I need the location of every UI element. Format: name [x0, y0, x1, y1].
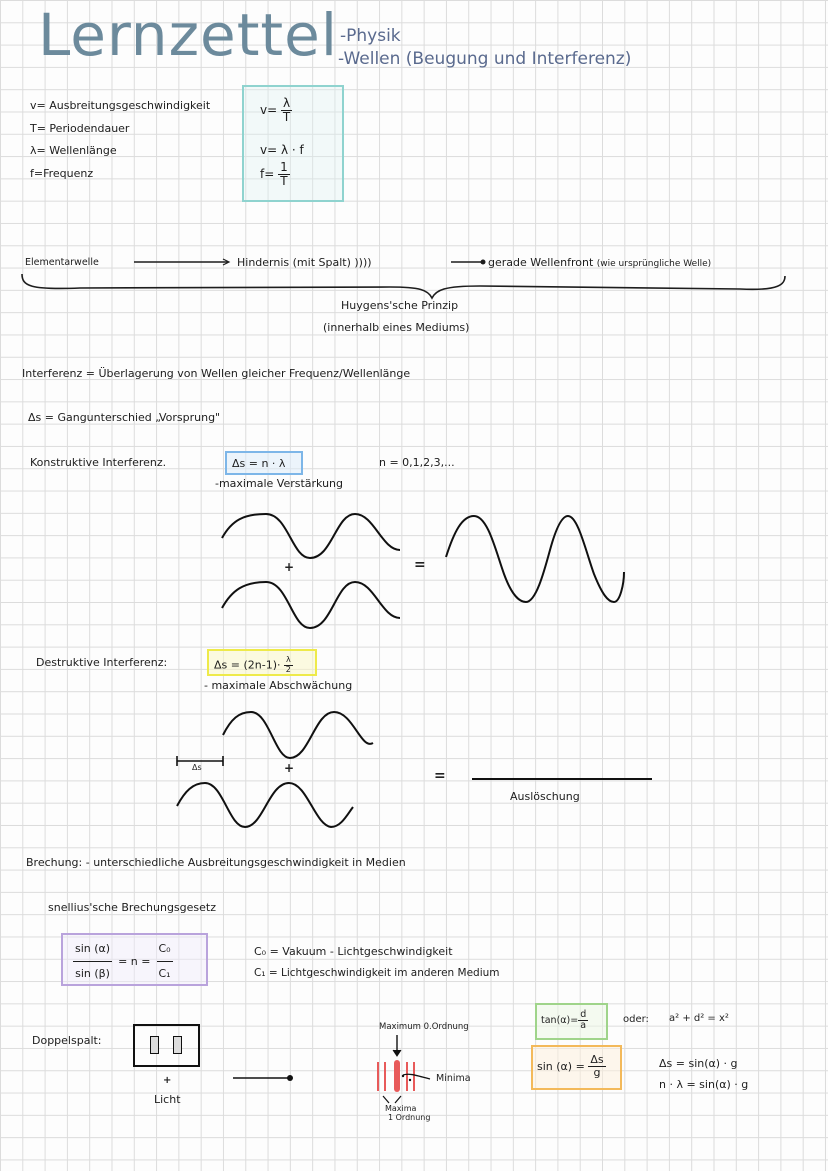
tan-formula: tan(α)= $\frac{d}{a}$	[541, 1009, 587, 1032]
destructive-effect-label: - maximale Abschwächung	[204, 679, 353, 692]
constructive-result-wave	[444, 512, 626, 607]
destructive-interference-label: Destruktive Interferenz:	[36, 656, 168, 669]
formula-v-lambda-f: v= λ · f	[260, 143, 304, 157]
double-slit-label: Doppelspalt:	[32, 1034, 102, 1047]
max0-label: Maximum 0.Ordnung	[379, 1022, 469, 1032]
destructive-formula-box	[207, 649, 317, 676]
constructive-formula: Δs = n · λ	[232, 457, 286, 470]
oder-label: oder:	[623, 1014, 649, 1025]
subject-label: -Physik	[340, 26, 401, 46]
plus-sign: +	[284, 560, 295, 574]
basic-formulas-box	[242, 85, 344, 202]
definition-item: f=Frequenz	[30, 167, 94, 180]
delta-s-label: Δs	[192, 763, 202, 772]
interference-definition: Interferenz = Überlagerung von Wellen gleicher Frequenz/Wellenlänge	[22, 367, 411, 380]
n-values-label: n = 0,1,2,3,...	[379, 456, 455, 469]
constructive-effect-label: -maximale Verstärkung	[215, 477, 343, 490]
double-slit-plate	[133, 1024, 200, 1067]
definition-item: T= Periodendauer	[30, 122, 130, 135]
snell-law-box	[61, 933, 208, 986]
max1-label: Maxima 1 Ordnung	[385, 1104, 431, 1122]
huygens-step-hindernis: Hindernis (mit Spalt) ))))	[237, 256, 372, 269]
flat-line-result	[472, 778, 652, 780]
destructive-formula: Δs = (2n-1)· $\frac{\lambda}{2}$	[214, 655, 291, 674]
equals-sign: =	[414, 557, 426, 573]
pythagoras-formula: a² + d² = x²	[669, 1013, 729, 1024]
arrow-right-icon	[451, 258, 487, 268]
sin-formula-box	[531, 1045, 622, 1090]
huygens-scope-label: (innerhalb eines Mediums)	[323, 321, 470, 334]
tan-formula-box	[535, 1003, 608, 1040]
definition-item: λ= Wellenlänge	[30, 144, 117, 157]
arrow-right-icon	[134, 258, 234, 268]
destructive-wave-diagram	[175, 705, 375, 830]
constructive-wave-diagram	[222, 510, 402, 625]
minima-label: Minima	[436, 1073, 471, 1084]
c0-definition: C₀ = Vakuum - Lichtgeschwindigkeit	[254, 945, 453, 958]
curly-brace-icon	[20, 272, 790, 302]
formula-v-lambda-over-T: v= $\frac{\lambda}{T}$	[260, 96, 291, 125]
snell-law-title: snellius'sche Brechungsgesetz	[48, 901, 216, 914]
topic-label: -Wellen (Beugung und Interferenz)	[338, 49, 632, 69]
snell-law-formula: $\frac{\sin (\alpha)}{\sin (\beta)}$ = n = $\frac{\text{C₀}}{\text{C₁}}$	[75, 942, 171, 981]
plus-sign: +	[163, 1075, 172, 1086]
path-difference-definition: Δs = Gangunterschied „Vorsprung"	[28, 411, 221, 424]
arrow-right-icon	[233, 1074, 295, 1084]
cancellation-label: Auslöschung	[510, 790, 580, 803]
c1-definition: C₁ = Lichtgeschwindigkeit im anderen Medium	[254, 967, 500, 979]
formula-f-one-over-T: f= $\frac{1}{T}$	[260, 160, 288, 189]
refraction-definition: Brechung: - unterschiedliche Ausbreitungsgeschwindigkeit in Medien	[26, 856, 406, 869]
page-title: Lernzettel	[38, 1, 338, 69]
n-lambda-relation: n · λ = sin(α) · g	[659, 1078, 749, 1091]
slit-left	[150, 1036, 159, 1054]
slit-right	[173, 1036, 182, 1054]
equals-sign: =	[434, 768, 446, 784]
sin-formula: sin (α) = $\frac{\Delta s}{g}$	[537, 1053, 604, 1080]
huygens-principle-label: Huygens'sche Prinzip	[341, 299, 459, 312]
constructive-interference-label: Konstruktive Interferenz.	[30, 456, 167, 469]
definition-item: v= Ausbreitungsgeschwindigkeit	[30, 99, 211, 112]
huygens-step-wellenfront: gerade Wellenfront (wie ursprüngliche Welle)	[488, 256, 712, 269]
huygens-step-elementarwelle: Elementarwelle	[25, 257, 99, 268]
light-label: Licht	[154, 1093, 181, 1106]
constructive-formula-box	[225, 451, 303, 475]
delta-s-relation: Δs = sin(α) · g	[659, 1057, 738, 1070]
plus-sign: +	[284, 761, 295, 775]
